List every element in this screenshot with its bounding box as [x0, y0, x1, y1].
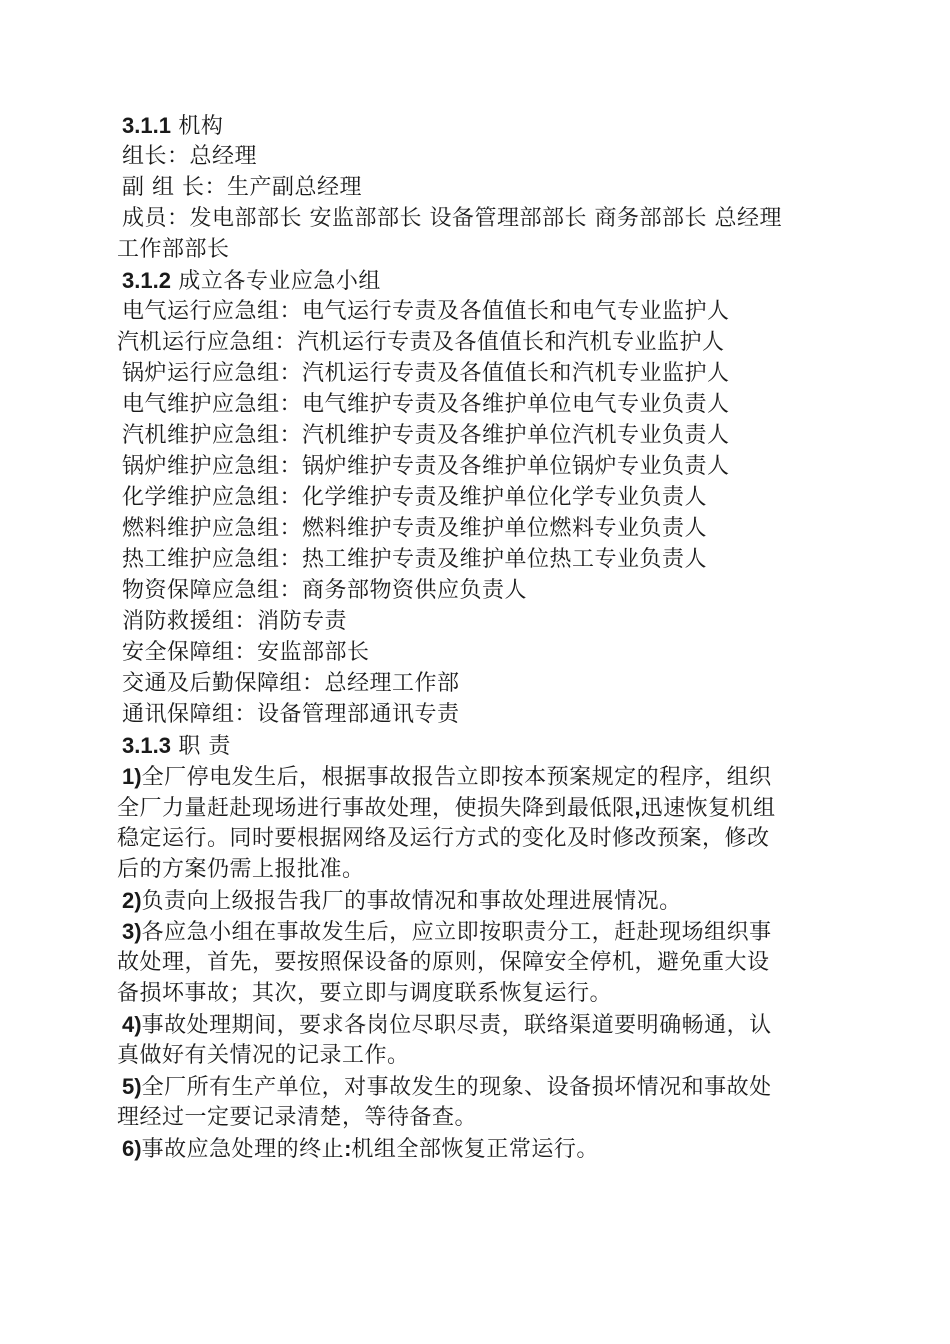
duty-3-line-2: 故处理，首先，要按照保设备的原则，保障安全停机，避免重大设: [117, 950, 770, 975]
group-line: 锅炉维护应急组：锅炉维护专责及各维护单位锅炉专业负责人: [122, 454, 730, 479]
duty-text: 事故应急处理的终止: [141, 1137, 345, 1162]
members-line-2: 工作部部长: [117, 237, 230, 262]
section-3-1-3-heading: [117, 730, 842, 761]
section-title: 成立各专业应急小组: [170, 269, 381, 294]
duty-5-line-2: 理经过一定要记录清楚，等待备查。: [117, 1105, 478, 1130]
group-line: 电气维护应急组：电气维护专责及各维护单位电气专业负责人: [122, 392, 730, 417]
group-line: 通讯保障组：设备管理部通讯专责: [122, 702, 460, 727]
duty-1-line-1: [117, 761, 842, 792]
duty-5-line-1: [117, 1071, 842, 1102]
section-title: 机构: [170, 114, 224, 139]
group-line: 汽机运行应急组：汽机运行专责及各值值长和汽机专业监护人: [117, 330, 725, 355]
duty-1-line-2: [117, 792, 837, 823]
duty-text: 各应急小组在事故发生后，应立即按职责分工，赶赴现场组织事: [141, 920, 772, 945]
group-line: 安全保障组：安监部部长: [122, 640, 370, 665]
duty-3-line-3: 备损坏事故；其次，要立即与调度联系恢复运行。: [117, 981, 613, 1006]
duty-text: 全厂所有生产单位，对事故发生的现象、设备损坏情况和事故处: [141, 1075, 772, 1100]
section-3-1-1-heading: [117, 110, 842, 141]
group-line: 交通及后勤保障组：总经理工作部: [122, 671, 460, 696]
duty-text: 全厂停电发生后，根据事故报告立即按本预案规定的程序，组织: [141, 765, 772, 790]
duty-punctuation: :: [344, 1136, 352, 1161]
duty-number: 6): [122, 1136, 142, 1161]
duty-text: 事故处理期间，要求各岗位尽职尽责，联络渠道要明确畅通，认: [141, 1013, 772, 1038]
group-line: 汽机维护应急组：汽机维护专责及各维护单位汽机专业负责人: [122, 423, 730, 448]
group-line: 化学维护应急组：化学维护专责及维护单位化学专业负责人: [122, 485, 708, 510]
deputy-leader-line: 副 组 长：生产副总经理: [122, 175, 362, 200]
group-line: 燃料维护应急组：燃料维护专责及维护单位燃料专业负责人: [122, 516, 708, 541]
duty-text: 迅速恢复机组: [640, 796, 776, 821]
duty-6-line-1: [117, 1133, 842, 1164]
duty-4-line-1: [117, 1009, 842, 1040]
section-title: 职 责: [170, 734, 231, 759]
duty-3-line-1: [117, 916, 842, 947]
section-number: 3.1.3: [122, 733, 171, 758]
group-line: 电气运行应急组：电气运行专责及各值值长和电气专业监护人: [122, 299, 730, 324]
duty-number: 4): [122, 1012, 142, 1037]
members-line-1: 成员：发电部部长 安监部部长 设备管理部部长 商务部部长 总经理: [122, 206, 782, 231]
duty-1-line-4: 后的方案仍需上报批准。: [117, 857, 365, 882]
duty-text: 机组全部恢复正常运行。: [351, 1137, 599, 1162]
section-3-1-2-heading: [117, 265, 842, 296]
duty-punctuation: ,: [634, 795, 641, 820]
section-number: 3.1.1: [122, 113, 171, 138]
duty-number: 3): [122, 919, 142, 944]
duty-number: 5): [122, 1074, 142, 1099]
duty-text: 负责向上级报告我厂的事故情况和事故处理进展情况。: [141, 889, 682, 914]
duty-number: 2): [122, 888, 142, 913]
group-line: 热工维护应急组：热工维护专责及维护单位热工专业负责人: [122, 547, 708, 572]
duty-1-line-3: 稳定运行。同时要根据网络及运行方式的变化及时修改预案，修改: [117, 826, 770, 851]
leader-line: 组长：总经理: [122, 144, 258, 169]
duty-text: 全厂力量赶赴现场进行事故处理，使损失降到最低限: [117, 796, 635, 821]
group-line: 消防救援组：消防专责: [122, 609, 348, 634]
duty-4-line-2: 真做好有关情况的记录工作。: [117, 1043, 410, 1068]
duty-number: 1): [122, 764, 142, 789]
section-number: 3.1.2: [122, 268, 171, 293]
group-line: 物资保障应急组：商务部物资供应负责人: [122, 578, 528, 603]
group-line: 锅炉运行应急组：汽机运行专责及各值值长和汽机专业监护人: [122, 361, 730, 386]
duty-2-line-1: [117, 885, 842, 916]
